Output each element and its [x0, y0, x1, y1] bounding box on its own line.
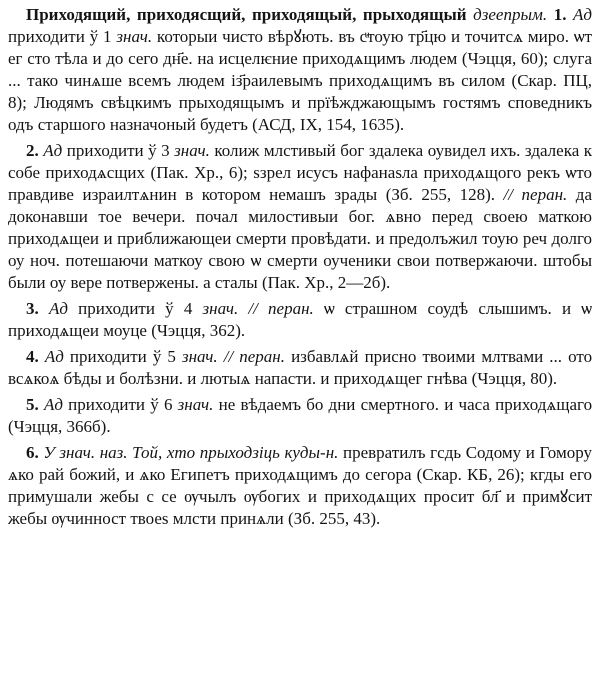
sense-2 [8, 140, 592, 294]
figurative-label: // перан. [503, 185, 568, 204]
sense-number: 4. [26, 347, 39, 366]
headword: Приходящий, приходясщий, приходящый, прыходящый [26, 5, 467, 24]
figurative-text: избавлѧй присно твоими млтвами ... ото всѧкоѧ бѣды и болѣзни. и лютыѧ напасти. и приходѧщег гнѣва (Чэцця, 80). [8, 347, 593, 388]
sense-1 [8, 4, 592, 136]
citation-text: превратилъ гсдь Содому и Гомору ѧко рай божий, и ѧко Египетъ приходѧщимъ до сегора (Скар. КБ, 26); кгды его примушали жебы с се ѹчылъ ѹбогих и приходѧщих просит бл҃ и примꙋсит жебы ѹчинност твоеѕ млсти принѧли (Зб. 255, 43). [8, 443, 592, 528]
gloss: Ад [48, 299, 68, 318]
figurative-label: // перан. [223, 347, 285, 366]
sense-3 [8, 298, 592, 342]
znach-label: знач. [181, 347, 218, 366]
sense-number: 5. [26, 395, 39, 414]
lemma: приходити [68, 395, 146, 414]
figurative-text: ѡ страшном соудѣ слышимъ. и ѡ приходѧщеи моуце (Чэцця, 362). [8, 299, 593, 340]
sense-ref: ў 1 [89, 27, 112, 46]
lemma: приходити [78, 299, 155, 318]
gloss: Ад [43, 141, 63, 160]
sense-4 [8, 346, 592, 390]
sense-ref: ў 6 [150, 395, 173, 414]
znach-label: знач. [174, 141, 210, 160]
sense-6 [8, 442, 592, 530]
sense-ref: ў 3 [148, 141, 170, 160]
lemma: приходити [66, 141, 144, 160]
znach-label: знач. [116, 27, 153, 46]
sense-ref: ў 4 [165, 299, 193, 318]
znach-label: знач. [177, 395, 214, 414]
gloss: У знач. наз. Той, хто прыходзіць куды-н. [43, 443, 339, 462]
sense-number: 1. [553, 5, 567, 24]
figurative-text: да доконавши тое вечери. почал милостивыи бог. ѧвно перед своею маткою приходѧщеи и приближающеи смерти провѣдати. и предолъжил тоую реч долго оу ноч. потешаючи маткоу свою ѡ смерти оученики свои потвержаючи. штобы были оу вере потвержены. а сталы (Пак. Хр., 2—2б). [8, 185, 592, 292]
gloss: Ад [573, 5, 593, 24]
lemma: приходити [8, 27, 85, 46]
gloss: Ад [43, 395, 63, 414]
gloss: Ад [44, 347, 64, 366]
sense-number: 3. [26, 299, 39, 318]
lemma: приходити [69, 347, 147, 366]
znach-label: знач. [202, 299, 239, 318]
sense-ref: ў 5 [152, 347, 176, 366]
citation-text: колиж млстивый бог здалека оувидел ихъ. здалека к собе приходѧсщих (Пак. Хр., 6); ѕзрел исусъ нафанаѕла приходѧщого рекъ ѡто правдиве израилтѧнин в котором немашъ зрады (Зб. 255, 128). [8, 141, 593, 204]
sense-number: 2. [26, 141, 39, 160]
sense-5 [8, 394, 592, 438]
grammar-label: дзеепрым. [473, 5, 548, 24]
sense-number: 6. [26, 443, 39, 462]
citation-text: которыи чисто вѣрꙋють. въ сͧтоую тр҃цю и точитсѧ миро. ѡт ег сто тѣла и до сего дн҃е. на исцелѥние приходѧщимъ людем (Чэцця, 60); слуга ... тако чинѧше всемъ людем із҃раилевымъ приходѧщимъ въ силом (Скар. ПЦ, 8); Людямъ свѣцкимъ прыходящымъ и прїѣжджающымъ гостямъ споведникъ одъ старшого назначоный будетъ (АСД, IX, 154, 1635). [8, 27, 593, 134]
figurative-label: // перан. [248, 299, 314, 318]
citation-text: не вѣдаемъ бо дни смертного. и часа приходѧщаго (Чэцця, 366б). [8, 395, 593, 436]
